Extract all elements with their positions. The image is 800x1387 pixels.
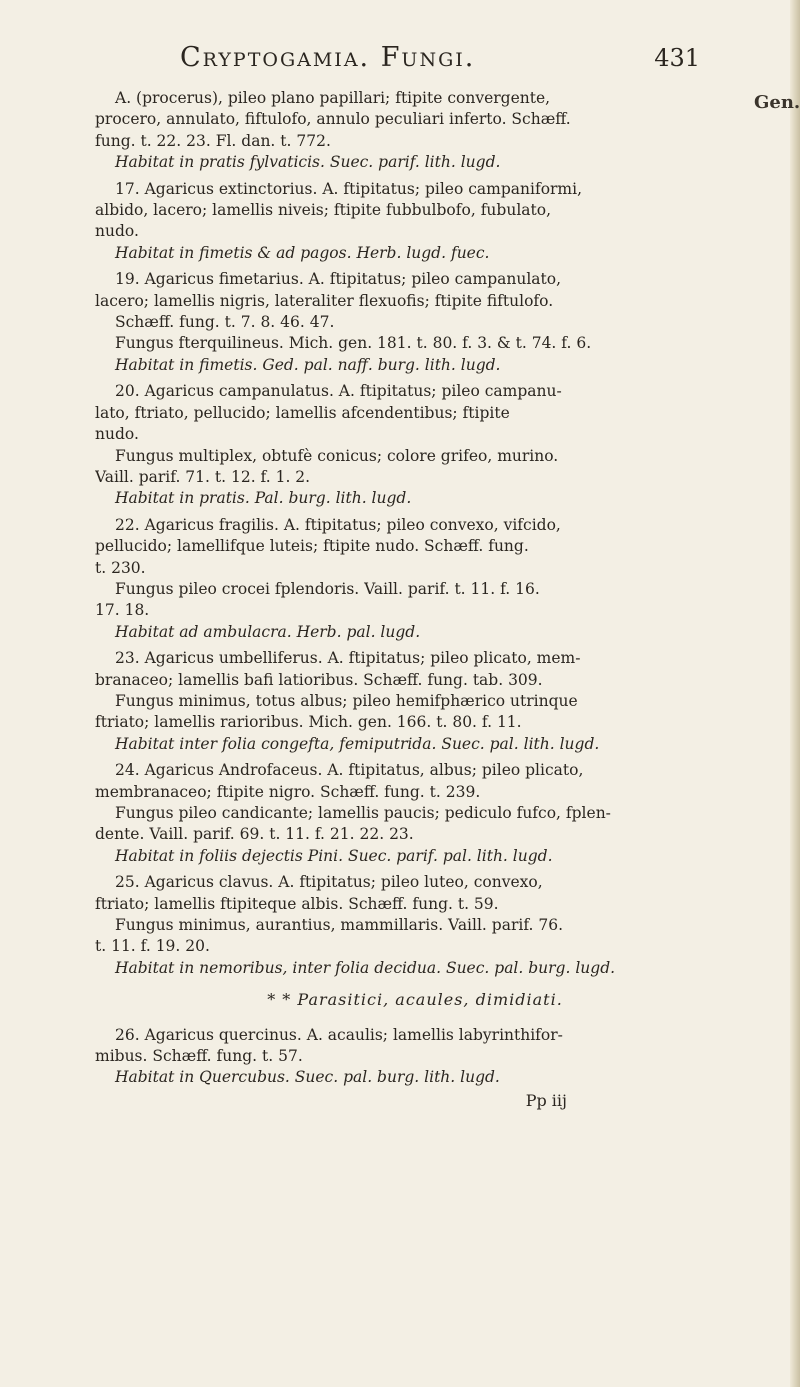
habitat-line: Habitat in Quercubus. Suec. pal. burg. lith. lugd. — [115, 1068, 500, 1087]
entry-line: Schæff. fung. t. 7. 8. 46. 47. — [115, 313, 335, 332]
margin-note: Gen. — [754, 92, 800, 113]
entry-line: Fungus pileo crocei fplendoris. Vaill. parif. t. 11. f. 16. — [115, 579, 540, 598]
habitat-line: Habitat in pratis fylvaticis. Suec. parif. lith. lugd. — [115, 153, 501, 172]
entry-line: 20. Agaricus campanulatus. A. ftipitatus; pileo campanu- — [115, 382, 562, 401]
entry-line: 25. Agaricus clavus. A. ftipitatus; pileo luteo, convexo, — [115, 873, 543, 892]
entry-line: Fungus pileo candicante; lamellis paucis; pediculo fufco, fplen- — [115, 804, 611, 822]
entry-line: Fungus minimus, totus albus; pileo hemifphærico utrinque — [115, 691, 578, 710]
entry-line: Fungus multiplex, obtufè conicus; colore grifeo, murino. — [115, 446, 559, 465]
habitat-line: Habitat in foliis dejectis Pini. Suec. parif. pal. lith. lugd. — [115, 846, 553, 865]
running-title: Cryptogamia. Fungi. — [180, 42, 476, 73]
page-number: 431 — [654, 44, 700, 72]
entry-line: Vaill. parif. 71. t. 12. f. 1. 2. — [95, 467, 311, 486]
entry-line: nudo. — [95, 222, 139, 241]
entry-line: t. 11. f. 19. 20. — [95, 937, 210, 956]
entry-line: 17. 18. — [95, 601, 150, 620]
entry-line: branaceo; lamellis bafi latioribus. Schæff. fung. tab. 309. — [95, 670, 543, 689]
species-entry — [95, 88, 735, 174]
habitat-line: Habitat in fimetis. Ged. pal. naff. burg. lith. lugd. — [115, 355, 501, 374]
entry-line: t. 230. — [95, 558, 146, 577]
habitat-line: Habitat in pratis. Pal. burg. lith. lugd. — [115, 489, 412, 508]
entry-line: procero, annulato, fiftulofo, annulo peculiari inferto. Schæff. — [95, 110, 571, 129]
entry-line: 19. Agaricus fimetarius. A. ftipitatus; pileo campanulato, — [115, 270, 562, 289]
entry-line: albido, lacero; lamellis niveis; ftipite fubbulbofo, fubulato, — [95, 201, 552, 220]
entry-line: membranaceo; ftipite nigro. Schæff. fung. t. 239. — [95, 782, 481, 801]
section-heading: * * Parasitici, acaules, dimidiati. — [267, 990, 563, 1010]
species-entry — [95, 381, 735, 509]
entry-line: 26. Agaricus quercinus. A. acaulis; lamellis labyrinthifor- — [115, 1025, 563, 1044]
species-entry — [95, 1025, 735, 1089]
entry-line: mibus. Schæff. fung. t. 57. — [95, 1047, 303, 1066]
species-entry — [95, 269, 735, 376]
habitat-line: Habitat inter folia congefta, femiputrida. Suec. pal. lith. lugd. — [115, 734, 600, 753]
page-header — [180, 42, 700, 82]
entry-line: 17. Agaricus extinctorius. A. ftipitatus; pileo campaniformi, — [115, 179, 583, 198]
entry-list — [95, 88, 735, 979]
entry-line: A. (procerus), pileo plano papillari; ftipite convergente, — [115, 89, 551, 107]
entry-list-after — [95, 1025, 735, 1089]
habitat-line: Habitat in nemoribus, inter folia decidua. Suec. pal. burg. lugd. — [115, 958, 616, 977]
entry-line: Fungus fterquilineus. Mich. gen. 181. t. 80. f. 3. & t. 74. f. 6. — [115, 334, 592, 353]
entry-line: pellucido; lamellifque luteis; ftipite nudo. Schæff. fung. — [95, 537, 529, 556]
entry-line: 23. Agaricus umbelliferus. A. ftipitatus; pileo plicato, mem- — [115, 649, 581, 668]
entry-line: ftriato; lamellis rarioribus. Mich. gen. 166. t. 80. f. 11. — [95, 713, 522, 732]
species-entry — [95, 760, 735, 867]
entry-line: dente. Vaill. parif. 69. t. 11. f. 21. 22. 23. — [95, 825, 414, 844]
signature-mark: Pp iij — [525, 1090, 567, 1110]
body-text — [95, 88, 735, 1111]
entry-line: 24. Agaricus Androfaceus. A. ftipitatus, albus; pileo plicato, — [115, 761, 584, 780]
entry-line: nudo. — [95, 425, 139, 444]
species-entry — [95, 872, 735, 979]
entry-line: ftriato; lamellis ftipiteque albis. Schæff. fung. t. 59. — [95, 894, 499, 913]
entry-line: 22. Agaricus fragilis. A. ftipitatus; pileo convexo, vifcido, — [115, 515, 561, 534]
entry-line: lacero; lamellis nigris, lateraliter flexuofis; ftipite fiftulofo. — [95, 291, 554, 310]
species-entry — [95, 179, 735, 265]
species-entry — [95, 648, 735, 755]
habitat-line: Habitat in fimetis & ad pagos. Herb. lugd. fuec. — [115, 243, 490, 262]
habitat-line: Habitat ad ambulacra. Herb. pal. lugd. — [115, 622, 421, 641]
entry-line: Fungus minimus, aurantius, mammillaris. Vaill. parif. 76. — [115, 916, 564, 935]
entry-line: fung. t. 22. 23. Fl. dan. t. 772. — [95, 131, 331, 150]
entry-line: lato, ftriato, pellucido; lamellis afcendentibus; ftipite — [95, 403, 510, 422]
species-entry — [95, 515, 735, 643]
page-edge — [790, 0, 800, 1387]
